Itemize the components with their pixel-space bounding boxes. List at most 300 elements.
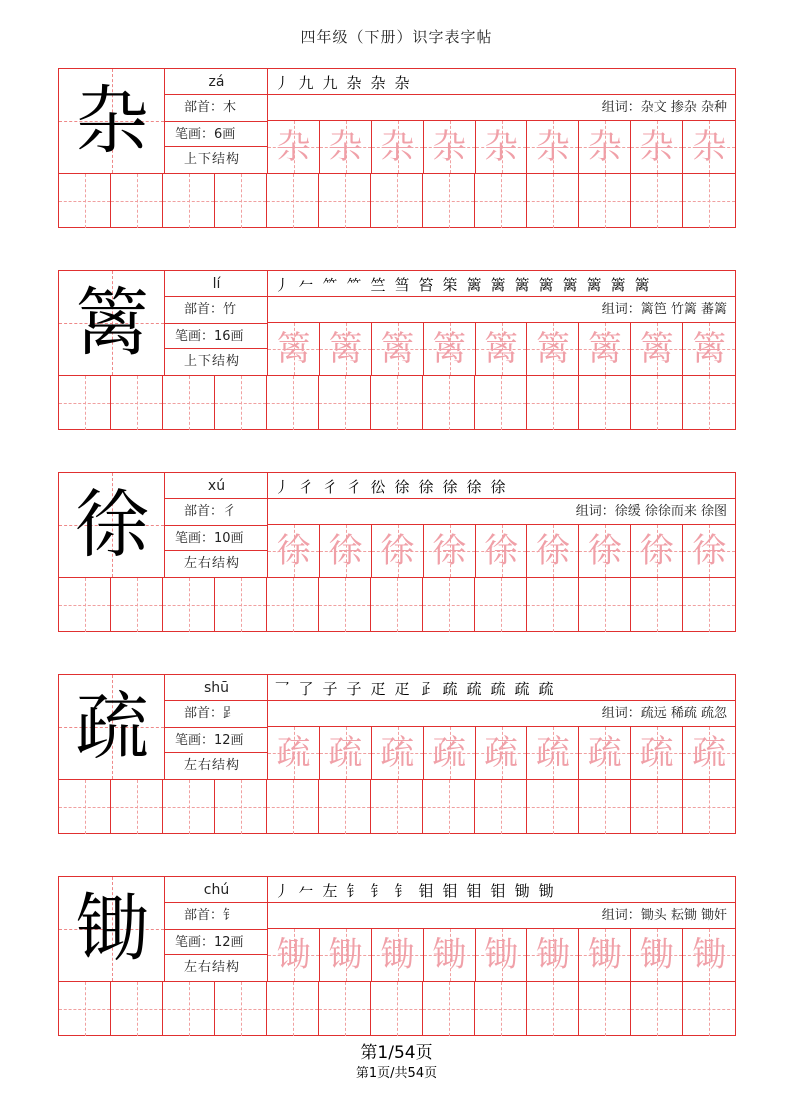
radical-value: 𧾷 <box>223 706 237 721</box>
big-character-cell <box>59 877 165 981</box>
practice-cell[interactable] <box>111 578 163 632</box>
stroke-step: 篱 <box>610 275 626 294</box>
tracing-character: 杂 <box>380 127 415 167</box>
character-info <box>165 69 268 173</box>
stroke-step: 钅 <box>370 881 386 900</box>
stroke-step: 锄 <box>514 881 530 900</box>
tracing-character: 疏 <box>587 733 622 773</box>
stroke-step: 篱 <box>490 275 506 294</box>
practice-cell[interactable] <box>527 982 579 1036</box>
tracing-character: 杂 <box>692 127 727 167</box>
practice-cell[interactable] <box>683 780 735 834</box>
radical-row <box>165 95 268 121</box>
tracing-character: 篱 <box>484 329 518 369</box>
practice-cell[interactable] <box>59 780 111 834</box>
stroke-count-label: 笔画： <box>175 531 215 546</box>
tracing-row <box>268 323 735 375</box>
practice-cell[interactable] <box>423 578 475 632</box>
tracing-cell <box>527 727 579 779</box>
stroke-order <box>268 675 735 701</box>
tracing-character: 徐 <box>328 531 363 571</box>
stroke-step: 杂 <box>346 73 362 92</box>
pinyin: lí <box>165 271 268 297</box>
practice-cell[interactable] <box>111 376 163 430</box>
tracing-cell <box>372 727 424 779</box>
stroke-step: 钼 <box>466 881 482 900</box>
stroke-step: 丿 <box>274 73 290 92</box>
stroke-step: 子 <box>322 679 338 698</box>
stroke-step: 𠂉 <box>298 881 314 900</box>
stroke-step: 篱 <box>634 275 650 294</box>
tracing-character: 篱 <box>328 329 363 369</box>
practice-cell[interactable] <box>163 174 215 228</box>
stroke-step: 疏 <box>442 679 458 698</box>
character-block <box>58 68 736 228</box>
tracing-cell <box>268 525 320 577</box>
stroke-step: 疋 <box>394 679 410 698</box>
word-phrases <box>268 95 735 121</box>
tracing-cell <box>268 323 320 375</box>
tracing-character: 疏 <box>484 733 518 773</box>
tracing-character: 疏 <box>276 733 311 773</box>
tracing-character: 疏 <box>639 733 674 773</box>
big-character-cell <box>59 675 165 779</box>
tracing-character: 徐 <box>692 531 727 571</box>
practice-cell[interactable] <box>475 780 527 834</box>
pinyin: chú <box>165 877 268 903</box>
radical-label: 部首： <box>184 706 224 721</box>
stroke-step: 钼 <box>490 881 506 900</box>
phrase-list: 锄头 耘锄 锄奸 <box>640 908 727 923</box>
tracing-character: 徐 <box>639 531 674 571</box>
practice-cell[interactable] <box>267 982 319 1036</box>
tracing-cell <box>631 727 683 779</box>
practice-cell[interactable] <box>579 780 631 834</box>
practice-cell[interactable] <box>475 578 527 632</box>
stroke-step: 篱 <box>514 275 530 294</box>
tracing-cell <box>372 323 424 375</box>
tracing-character: 篱 <box>639 329 674 369</box>
tracing-cell <box>320 525 372 577</box>
stroke-step: 彳 <box>346 477 362 496</box>
tracing-cell <box>476 121 528 173</box>
phrase-label: 组词： <box>601 908 641 923</box>
tracing-row <box>268 121 735 173</box>
stroke-order <box>268 69 735 95</box>
tracing-cell <box>527 121 579 173</box>
tracing-character: 篱 <box>587 329 622 369</box>
tracing-character: 篱 <box>432 329 467 369</box>
tracing-cell <box>268 121 320 173</box>
stroke-count-label: 笔画： <box>175 733 215 748</box>
stroke-step: ⺮ <box>346 275 362 294</box>
tracing-cell <box>579 727 631 779</box>
page-number: 第1/54页 <box>360 1043 433 1063</box>
practice-cell[interactable] <box>527 578 579 632</box>
practice-cell[interactable] <box>631 982 683 1036</box>
tracing-cell <box>527 525 579 577</box>
practice-cell[interactable] <box>111 982 163 1036</box>
tracing-cell <box>424 727 476 779</box>
practice-cell[interactable] <box>631 578 683 632</box>
practice-cell[interactable] <box>527 780 579 834</box>
character-block <box>58 270 736 430</box>
tracing-character: 疏 <box>328 733 363 773</box>
tracing-cell <box>579 323 631 375</box>
practice-cell[interactable] <box>579 376 631 430</box>
practice-row <box>59 779 735 833</box>
radical-row <box>165 499 268 525</box>
structure: 左右结构 <box>184 758 241 773</box>
tracing-character: 徐 <box>535 531 570 571</box>
practice-cell[interactable] <box>267 578 319 632</box>
stroke-count-value: 10画 <box>214 531 244 546</box>
tracing-cell <box>320 929 372 981</box>
stroke-step: 篱 <box>466 275 482 294</box>
radical-value: 木 <box>223 100 237 115</box>
tracing-character: 篱 <box>276 329 311 369</box>
practice-cell[interactable] <box>215 174 267 228</box>
stroke-step: 九 <box>322 73 338 92</box>
stroke-step: 乛 <box>274 679 290 698</box>
stroke-step: 丿 <box>274 881 290 900</box>
radical-label: 部首： <box>184 504 224 519</box>
practice-cell[interactable] <box>631 376 683 430</box>
stroke-step: 彸 <box>370 477 386 496</box>
practice-row <box>59 981 735 1035</box>
tracing-cell <box>424 121 476 173</box>
word-phrases <box>268 499 735 525</box>
practice-row <box>59 375 735 429</box>
tracing-cell <box>424 323 476 375</box>
practice-cell[interactable] <box>319 174 371 228</box>
stroke-count-row <box>165 323 268 349</box>
tracing-character: 篱 <box>535 329 570 369</box>
tracing-character: 徐 <box>380 531 415 571</box>
stroke-step: 徐 <box>394 477 410 496</box>
big-character-cell <box>59 473 165 577</box>
tracing-character: 锄 <box>484 935 518 975</box>
stroke-step: 篱 <box>538 275 554 294</box>
stroke-step: 徐 <box>442 477 458 496</box>
pinyin: xú <box>165 473 268 499</box>
stroke-step: 𠂉 <box>298 275 314 294</box>
stroke-step: 彳 <box>322 477 338 496</box>
practice-cell[interactable] <box>683 982 735 1036</box>
pinyin: zá <box>165 69 268 95</box>
tracing-character: 锄 <box>587 935 622 975</box>
practice-cell[interactable] <box>111 780 163 834</box>
character-block <box>58 472 736 632</box>
tracing-cell <box>631 121 683 173</box>
practice-cell[interactable] <box>267 174 319 228</box>
tracing-cell <box>579 929 631 981</box>
tracing-character: 杂 <box>432 127 467 167</box>
practice-cell[interactable] <box>59 174 111 228</box>
practice-cell[interactable] <box>527 376 579 430</box>
tracing-character: 徐 <box>432 531 467 571</box>
word-phrases <box>268 297 735 323</box>
tracing-cell <box>372 929 424 981</box>
stroke-step: 疋 <box>370 679 386 698</box>
page-count: 第1页/共54页 <box>355 1066 438 1081</box>
practice-cell[interactable] <box>371 780 423 834</box>
tracing-character: 杂 <box>535 127 570 167</box>
stroke-step: 锄 <box>538 881 554 900</box>
tracing-character: 锄 <box>432 935 467 975</box>
character-info <box>165 473 268 577</box>
tracing-cell <box>579 525 631 577</box>
phrase-list: 徐缓 徐徐而来 徐图 <box>614 504 727 519</box>
character-block <box>58 876 736 1036</box>
stroke-step: 篱 <box>562 275 578 294</box>
stroke-step: 竺 <box>370 275 386 294</box>
tracing-cell <box>683 929 735 981</box>
practice-cell[interactable] <box>423 174 475 228</box>
tracing-character: 杂 <box>328 127 363 167</box>
practice-cell[interactable] <box>215 780 267 834</box>
stroke-step: 𤴔 <box>418 679 434 698</box>
tracing-cell <box>424 929 476 981</box>
structure: 左右结构 <box>184 556 241 571</box>
tracing-cell <box>320 323 372 375</box>
character-info <box>165 877 268 981</box>
practice-cell[interactable] <box>475 982 527 1036</box>
word-phrases <box>268 903 735 929</box>
tracing-character: 疏 <box>432 733 467 773</box>
tracing-character: 杂 <box>639 127 674 167</box>
stroke-step: 杂 <box>394 73 410 92</box>
practice-cell[interactable] <box>319 780 371 834</box>
stroke-step: 筜 <box>394 275 410 294</box>
character-block <box>58 674 736 834</box>
practice-cell[interactable] <box>163 780 215 834</box>
stroke-count-label: 笔画： <box>175 127 215 142</box>
practice-cell[interactable] <box>579 174 631 228</box>
tracing-row <box>268 525 735 577</box>
practice-cell[interactable] <box>423 780 475 834</box>
practice-cell[interactable] <box>475 174 527 228</box>
practice-cell[interactable] <box>371 174 423 228</box>
practice-cell[interactable] <box>683 578 735 632</box>
practice-cell[interactable] <box>371 982 423 1036</box>
structure: 上下结构 <box>184 152 241 167</box>
practice-cell[interactable] <box>631 174 683 228</box>
practice-row <box>59 173 735 227</box>
stroke-step: ⺮ <box>322 275 338 294</box>
tracing-row <box>268 929 735 981</box>
tracing-cell <box>631 323 683 375</box>
stroke-step: 丿 <box>274 275 290 294</box>
tracing-character: 徐 <box>484 531 518 571</box>
tracing-cell <box>424 525 476 577</box>
practice-row <box>59 577 735 631</box>
tracing-cell <box>579 121 631 173</box>
tracing-cell <box>268 727 320 779</box>
stroke-count-value: 6画 <box>214 127 236 142</box>
practice-cell[interactable] <box>631 780 683 834</box>
radical-label: 部首： <box>184 100 224 115</box>
practice-cell[interactable] <box>163 578 215 632</box>
practice-cell[interactable] <box>267 780 319 834</box>
big-character: 徐 <box>75 482 149 568</box>
stroke-step: 钼 <box>418 881 434 900</box>
stroke-count-value: 12画 <box>214 935 244 950</box>
stroke-step: 疏 <box>514 679 530 698</box>
practice-cell[interactable] <box>423 982 475 1036</box>
radical-row <box>165 903 268 929</box>
tracing-cell <box>683 323 735 375</box>
stroke-step: 疏 <box>538 679 554 698</box>
phrase-label: 组词： <box>601 100 641 115</box>
tracing-character: 杂 <box>484 127 518 167</box>
radical-row <box>165 297 268 323</box>
phrase-label: 组词： <box>575 504 615 519</box>
practice-cell[interactable] <box>319 982 371 1036</box>
stroke-step: 篱 <box>586 275 602 294</box>
stroke-step: 徐 <box>466 477 482 496</box>
practice-cell[interactable] <box>683 376 735 430</box>
tracing-character: 疏 <box>380 733 415 773</box>
tracing-cell <box>527 323 579 375</box>
stroke-step: 了 <box>298 679 314 698</box>
practice-cell[interactable] <box>215 578 267 632</box>
practice-cell[interactable] <box>319 578 371 632</box>
radical-row <box>165 701 268 727</box>
practice-cell[interactable] <box>215 982 267 1036</box>
stroke-step: 疏 <box>490 679 506 698</box>
tracing-character: 锄 <box>535 935 570 975</box>
big-character: 疏 <box>75 684 149 770</box>
stroke-count-value: 16画 <box>214 329 244 344</box>
stroke-step: 左 <box>322 881 338 900</box>
structure: 上下结构 <box>184 354 241 369</box>
stroke-order <box>268 877 735 903</box>
tracing-character: 锄 <box>276 935 311 975</box>
practice-cell[interactable] <box>163 982 215 1036</box>
stroke-step: 筞 <box>442 275 458 294</box>
practice-cell[interactable] <box>423 376 475 430</box>
big-character-cell <box>59 69 165 173</box>
stroke-count-value: 12画 <box>214 733 244 748</box>
tracing-cell <box>372 121 424 173</box>
phrase-list: 疏远 稀疏 疏忽 <box>640 706 727 721</box>
stroke-order <box>268 473 735 499</box>
character-info <box>165 675 268 779</box>
tracing-cell <box>683 727 735 779</box>
tracing-cell <box>631 929 683 981</box>
stroke-order <box>268 271 735 297</box>
stroke-step: 钅 <box>394 881 410 900</box>
tracing-cell <box>683 121 735 173</box>
tracing-character: 疏 <box>535 733 570 773</box>
stroke-count-row <box>165 727 268 753</box>
stroke-count-row <box>165 929 268 955</box>
character-info <box>165 271 268 375</box>
stroke-count-label: 笔画： <box>175 329 215 344</box>
practice-cell[interactable] <box>59 982 111 1036</box>
tracing-cell <box>631 525 683 577</box>
practice-cell[interactable] <box>163 376 215 430</box>
stroke-step: 疏 <box>466 679 482 698</box>
page-title: 四年级（下册）识字表字帖 <box>300 28 493 46</box>
big-character: 杂 <box>75 78 149 164</box>
structure: 左右结构 <box>184 960 241 975</box>
practice-cell[interactable] <box>59 376 111 430</box>
radical-value: 彳 <box>223 504 237 519</box>
tracing-character: 徐 <box>276 531 311 571</box>
big-character-cell <box>59 271 165 375</box>
radical-value: 竹 <box>223 302 237 317</box>
stroke-step: 九 <box>298 73 314 92</box>
stroke-step: 彳 <box>298 477 314 496</box>
practice-cell[interactable] <box>111 174 163 228</box>
practice-cell[interactable] <box>371 376 423 430</box>
radical-label: 部首： <box>184 908 224 923</box>
tracing-cell <box>320 727 372 779</box>
stroke-step: 丿 <box>274 477 290 496</box>
tracing-character: 锄 <box>328 935 363 975</box>
tracing-cell <box>527 929 579 981</box>
tracing-cell <box>476 727 528 779</box>
tracing-character: 锄 <box>639 935 674 975</box>
practice-cell[interactable] <box>579 982 631 1036</box>
tracing-character: 篱 <box>692 329 727 369</box>
tracing-cell <box>683 525 735 577</box>
practice-cell[interactable] <box>527 174 579 228</box>
practice-cell[interactable] <box>267 376 319 430</box>
practice-cell[interactable] <box>579 578 631 632</box>
practice-cell[interactable] <box>475 376 527 430</box>
tracing-character: 徐 <box>587 531 622 571</box>
stroke-step: 徐 <box>490 477 506 496</box>
stroke-step: 钼 <box>442 881 458 900</box>
pinyin: shū <box>165 675 268 701</box>
stroke-count-label: 笔画： <box>175 935 215 950</box>
stroke-step: 笞 <box>418 275 434 294</box>
radical-value: 钅 <box>223 908 237 923</box>
practice-cell[interactable] <box>319 376 371 430</box>
stroke-step: 杂 <box>370 73 386 92</box>
tracing-character: 锄 <box>380 935 415 975</box>
practice-cell[interactable] <box>683 174 735 228</box>
phrase-list: 篱笆 竹篱 蕃篱 <box>640 302 727 317</box>
stroke-step: 钅 <box>346 881 362 900</box>
radical-label: 部首： <box>184 302 224 317</box>
practice-cell[interactable] <box>215 376 267 430</box>
phrase-label: 组词： <box>601 302 641 317</box>
tracing-character: 杂 <box>276 127 311 167</box>
stroke-step: 子 <box>346 679 362 698</box>
tracing-cell <box>268 929 320 981</box>
phrase-label: 组词： <box>601 706 641 721</box>
tracing-character: 锄 <box>692 935 727 975</box>
tracing-cell <box>476 323 528 375</box>
stroke-step: 徐 <box>418 477 434 496</box>
stroke-count-row <box>165 525 268 551</box>
big-character: 篱 <box>75 280 149 366</box>
tracing-character: 杂 <box>587 127 622 167</box>
tracing-row <box>268 727 735 779</box>
practice-cell[interactable] <box>371 578 423 632</box>
tracing-cell <box>476 929 528 981</box>
tracing-cell <box>476 525 528 577</box>
tracing-character: 篱 <box>380 329 415 369</box>
phrase-list: 杂文 掺杂 杂种 <box>640 100 727 115</box>
big-character: 锄 <box>75 886 149 972</box>
tracing-cell <box>372 525 424 577</box>
practice-cell[interactable] <box>59 578 111 632</box>
